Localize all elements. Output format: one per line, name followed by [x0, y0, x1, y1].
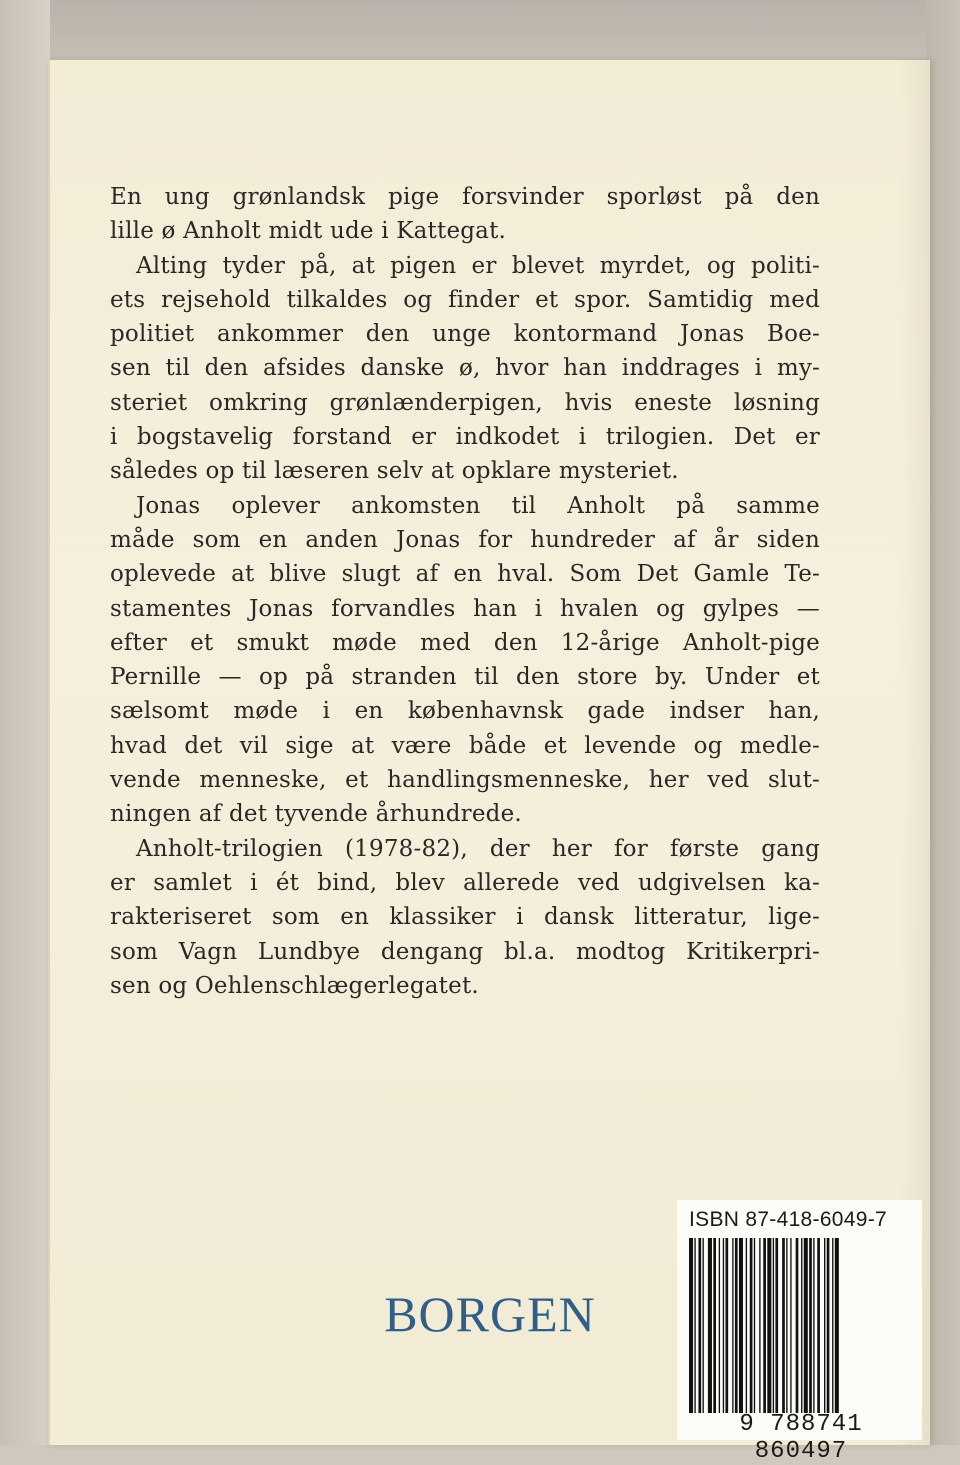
blurb-line: lille ø Anholt midt ude i Kattegat.: [110, 218, 507, 245]
blurb-line: steriet omkring grønlænderpigen, hvis eneste løsning: [110, 389, 820, 416]
blurb-line: måde som en anden Jonas for hundreder af år siden: [110, 526, 820, 553]
blurb-line: Jonas oplever ankomsten til Anholt på samme: [136, 492, 820, 519]
blurb-line: Pernille — op på stranden til den store by. Under et: [110, 664, 820, 691]
blurb-line: i bogstavelig forstand er indkodet i trilogien. Det er: [110, 424, 820, 451]
isbn-barcode-label: [677, 1200, 922, 1465]
blurb-line: således op til læseren selv at opklare mysteriet.: [110, 458, 679, 485]
blurb-line: politiet ankommer den unge kontormand Jonas Boe-: [110, 321, 820, 348]
publisher-logo: BORGEN: [384, 1286, 596, 1342]
blurb-line: sen til den afsides danske ø, hvor han inddrages i my-: [110, 355, 820, 382]
blurb-line: oplevede at blive slugt af en hval. Som Det Gamle Te-: [110, 561, 820, 588]
blurb-line: En ung grønlandsk pige forsvinder sporløst på den: [110, 184, 820, 210]
blurb-line: vende menneske, et handlingsmenneske, her ved slut-: [110, 767, 820, 794]
blurb-line: efter et smukt møde med den 12-årige Anholt-pige: [110, 629, 820, 656]
background-surface-right: [926, 0, 960, 1445]
blurb-line: Alting tyder på, at pigen er blevet myrdet, og politi-: [136, 252, 820, 279]
blurb-line: Anholt-trilogien (1978-82), der her for første gang: [136, 835, 820, 862]
blurb-line: hvad det vil sige at være både et levende og medle-: [110, 732, 820, 759]
blurb-line: er samlet i ét bind, blev allerede ved udgivelsen ka-: [110, 869, 820, 896]
isbn-number: ISBN 87-418-6049-7: [689, 1208, 888, 1231]
blurb-line: ets rejsehold tilkaldes og finder et spor. Samtidig med: [110, 286, 820, 313]
blurb-line: rakteriseret som en klassiker i dansk litteratur, lige-: [110, 904, 820, 931]
blurb-line: stamentes Jonas forvandles han i hvalen og gylpes —: [110, 595, 820, 622]
blurb-line: ningen af det tyvende århundrede.: [110, 801, 522, 828]
blurb-line: som Vagn Lundbye dengang bl.a. modtog Kritikerpri-: [110, 938, 820, 965]
background-surface-left: [0, 0, 50, 1445]
barcode-digits: 9 788741 860497: [739, 1411, 863, 1465]
blurb-line: sælsomt møde i en københavnsk gade indser han,: [110, 698, 820, 725]
back-cover-blurb: [110, 180, 820, 1003]
barcode-icon: [689, 1238, 913, 1413]
blurb-line: sen og Oehlenschlægerlegatet.: [110, 972, 479, 999]
